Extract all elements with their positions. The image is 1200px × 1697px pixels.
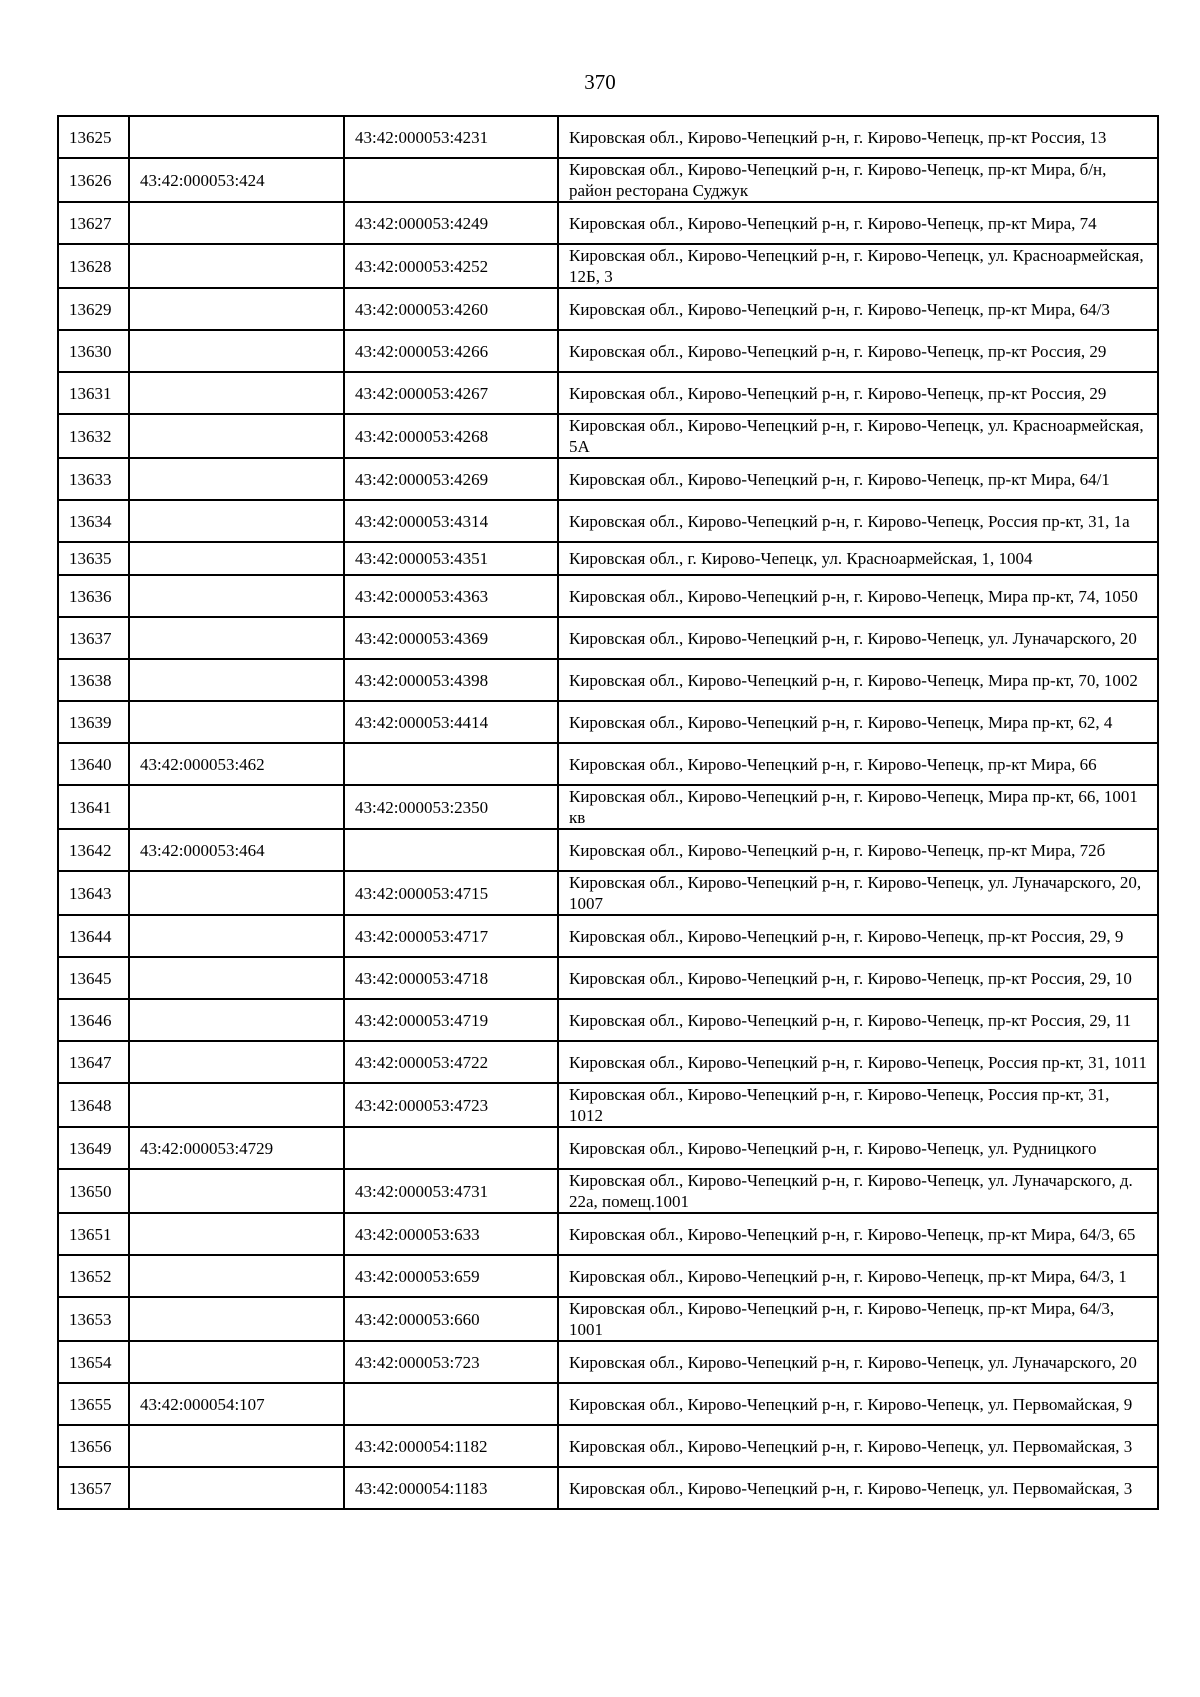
cadastral-number-cell xyxy=(129,999,344,1041)
table-row xyxy=(58,1341,1158,1383)
address-cell: Кировская обл., Кирово-Чепецкий р-н, г. Кирово-Чепецк, ул. Первомайская, 3 xyxy=(558,1467,1158,1509)
building-cadastral-number-cell: 43:42:000053:4723 xyxy=(344,1083,558,1127)
row-number-cell: 13633 xyxy=(58,458,129,500)
cadastral-number-cell xyxy=(129,915,344,957)
address-cell: Кировская обл., Кирово-Чепецкий р-н, г. Кирово-Чепецк, пр-кт Россия, 29, 9 xyxy=(558,915,1158,957)
cadastral-number-cell: 43:42:000053:464 xyxy=(129,829,344,871)
row-number-cell: 13640 xyxy=(58,743,129,785)
building-cadastral-number-cell: 43:42:000053:4398 xyxy=(344,659,558,701)
row-number-cell: 13655 xyxy=(58,1383,129,1425)
address-cell: Кировская обл., Кирово-Чепецкий р-н, г. Кирово-Чепецк, ул. Рудницкого xyxy=(558,1127,1158,1169)
building-cadastral-number-cell: 43:42:000053:4268 xyxy=(344,414,558,458)
address-cell: Кировская обл., Кирово-Чепецкий р-н, г. Кирово-Чепецк, пр-кт Мира, 64/3 xyxy=(558,288,1158,330)
table-row xyxy=(58,1297,1158,1341)
table-row xyxy=(58,116,1158,158)
cadastral-number-cell xyxy=(129,1213,344,1255)
cadastral-number-cell xyxy=(129,414,344,458)
cadastral-number-cell xyxy=(129,458,344,500)
table-row xyxy=(58,915,1158,957)
row-number-cell: 13648 xyxy=(58,1083,129,1127)
building-cadastral-number-cell: 43:42:000053:4231 xyxy=(344,116,558,158)
table-row xyxy=(58,1127,1158,1169)
row-number-cell: 13645 xyxy=(58,957,129,999)
building-cadastral-number-cell: 43:42:000053:659 xyxy=(344,1255,558,1297)
cadastral-number-cell xyxy=(129,1297,344,1341)
cadastral-number-cell xyxy=(129,1041,344,1083)
registry-table xyxy=(57,115,1159,1510)
table-row xyxy=(58,542,1158,575)
table-row xyxy=(58,701,1158,743)
table-row xyxy=(58,1213,1158,1255)
building-cadastral-number-cell: 43:42:000053:2350 xyxy=(344,785,558,829)
table-row xyxy=(58,414,1158,458)
row-number-cell: 13627 xyxy=(58,202,129,244)
building-cadastral-number-cell: 43:42:000053:4731 xyxy=(344,1169,558,1213)
table-row xyxy=(58,575,1158,617)
cadastral-number-cell xyxy=(129,785,344,829)
building-cadastral-number-cell: 43:42:000053:633 xyxy=(344,1213,558,1255)
building-cadastral-number-cell: 43:42:000053:4314 xyxy=(344,500,558,542)
address-cell: Кировская обл., Кирово-Чепецкий р-н, г. Кирово-Чепецк, пр-кт Мира, 64/3, 1001 xyxy=(558,1297,1158,1341)
building-cadastral-number-cell: 43:42:000053:4369 xyxy=(344,617,558,659)
address-cell: Кировская обл., Кирово-Чепецкий р-н, г. Кирово-Чепецк, пр-кт Россия, 13 xyxy=(558,116,1158,158)
table-row xyxy=(58,1083,1158,1127)
cadastral-number-cell xyxy=(129,1083,344,1127)
building-cadastral-number-cell: 43:42:000053:4363 xyxy=(344,575,558,617)
address-cell: Кировская обл., Кирово-Чепецкий р-н, г. Кирово-Чепецк, ул. Луначарского, 20, 1007 xyxy=(558,871,1158,915)
building-cadastral-number-cell: 43:42:000053:4715 xyxy=(344,871,558,915)
cadastral-number-cell xyxy=(129,330,344,372)
row-number-cell: 13647 xyxy=(58,1041,129,1083)
cadastral-number-cell xyxy=(129,871,344,915)
address-cell: Кировская обл., Кирово-Чепецкий р-н, г. Кирово-Чепецк, Мира пр-кт, 66, 1001 кв xyxy=(558,785,1158,829)
cadastral-number-cell xyxy=(129,116,344,158)
cadastral-number-cell xyxy=(129,288,344,330)
row-number-cell: 13657 xyxy=(58,1467,129,1509)
row-number-cell: 13632 xyxy=(58,414,129,458)
table-row xyxy=(58,500,1158,542)
table-row xyxy=(58,1467,1158,1509)
address-cell: Кировская обл., Кирово-Чепецкий р-н, г. Кирово-Чепецк, пр-кт Мира, б/н, район ресторана Суджук xyxy=(558,158,1158,202)
building-cadastral-number-cell: 43:42:000053:4252 xyxy=(344,244,558,288)
cadastral-number-cell xyxy=(129,1467,344,1509)
table-row xyxy=(58,158,1158,202)
cadastral-number-cell xyxy=(129,701,344,743)
address-cell: Кировская обл., Кирово-Чепецкий р-н, г. Кирово-Чепецк, пр-кт Мира, 64/3, 1 xyxy=(558,1255,1158,1297)
row-number-cell: 13636 xyxy=(58,575,129,617)
row-number-cell: 13656 xyxy=(58,1425,129,1467)
row-number-cell: 13650 xyxy=(58,1169,129,1213)
row-number-cell: 13631 xyxy=(58,372,129,414)
building-cadastral-number-cell: 43:42:000053:4269 xyxy=(344,458,558,500)
table-row xyxy=(58,871,1158,915)
table-row xyxy=(58,957,1158,999)
address-cell: Кировская обл., Кирово-Чепецкий р-н, г. Кирово-Чепецк, пр-кт Россия, 29, 10 xyxy=(558,957,1158,999)
table-row xyxy=(58,1255,1158,1297)
table-row xyxy=(58,202,1158,244)
row-number-cell: 13628 xyxy=(58,244,129,288)
building-cadastral-number-cell: 43:42:000054:1182 xyxy=(344,1425,558,1467)
address-cell: Кировская обл., Кирово-Чепецкий р-н, г. Кирово-Чепецк, ул. Красноармейская, 5А xyxy=(558,414,1158,458)
table-row xyxy=(58,829,1158,871)
cadastral-number-cell: 43:42:000053:4729 xyxy=(129,1127,344,1169)
cadastral-number-cell: 43:42:000053:424 xyxy=(129,158,344,202)
address-cell: Кировская обл., Кирово-Чепецкий р-н, г. Кирово-Чепецк, ул. Красноармейская, 12Б, 3 xyxy=(558,244,1158,288)
cadastral-number-cell xyxy=(129,1425,344,1467)
table-row xyxy=(58,288,1158,330)
row-number-cell: 13634 xyxy=(58,500,129,542)
building-cadastral-number-cell: 43:42:000053:4718 xyxy=(344,957,558,999)
address-cell: Кировская обл., Кирово-Чепецкий р-н, г. Кирово-Чепецк, пр-кт Мира, 64/1 xyxy=(558,458,1158,500)
cadastral-number-cell: 43:42:000054:107 xyxy=(129,1383,344,1425)
cadastral-number-cell xyxy=(129,1341,344,1383)
cadastral-number-cell: 43:42:000053:462 xyxy=(129,743,344,785)
table-row xyxy=(58,1169,1158,1213)
cadastral-number-cell xyxy=(129,957,344,999)
address-cell: Кировская обл., Кирово-Чепецкий р-н, г. Кирово-Чепецк, Россия пр-кт, 31, 1011 xyxy=(558,1041,1158,1083)
building-cadastral-number-cell: 43:42:000053:4266 xyxy=(344,330,558,372)
building-cadastral-number-cell xyxy=(344,743,558,785)
table-row xyxy=(58,999,1158,1041)
page-number: 370 xyxy=(584,70,616,94)
building-cadastral-number-cell: 43:42:000053:4249 xyxy=(344,202,558,244)
address-cell: Кировская обл., Кирово-Чепецкий р-н, г. Кирово-Чепецк, Россия пр-кт, 31, 1012 xyxy=(558,1083,1158,1127)
cadastral-number-cell xyxy=(129,659,344,701)
table-row xyxy=(58,458,1158,500)
address-cell: Кировская обл., Кирово-Чепецкий р-н, г. Кирово-Чепецк, ул. Первомайская, 3 xyxy=(558,1425,1158,1467)
building-cadastral-number-cell xyxy=(344,1127,558,1169)
row-number-cell: 13637 xyxy=(58,617,129,659)
building-cadastral-number-cell xyxy=(344,1383,558,1425)
cadastral-number-cell xyxy=(129,1169,344,1213)
row-number-cell: 13654 xyxy=(58,1341,129,1383)
row-number-cell: 13642 xyxy=(58,829,129,871)
building-cadastral-number-cell: 43:42:000053:4267 xyxy=(344,372,558,414)
cadastral-number-cell xyxy=(129,1255,344,1297)
cadastral-number-cell xyxy=(129,575,344,617)
table-row xyxy=(58,1383,1158,1425)
building-cadastral-number-cell xyxy=(344,158,558,202)
address-cell: Кировская обл., Кирово-Чепецкий р-н, г. Кирово-Чепецк, пр-кт Мира, 74 xyxy=(558,202,1158,244)
address-cell: Кировская обл., Кирово-Чепецкий р-н, г. Кирово-Чепецк, пр-кт Россия, 29, 11 xyxy=(558,999,1158,1041)
row-number-cell: 13644 xyxy=(58,915,129,957)
row-number-cell: 13646 xyxy=(58,999,129,1041)
cadastral-number-cell xyxy=(129,500,344,542)
row-number-cell: 13630 xyxy=(58,330,129,372)
building-cadastral-number-cell: 43:42:000053:723 xyxy=(344,1341,558,1383)
table-row xyxy=(58,330,1158,372)
address-cell: Кировская обл., Кирово-Чепецкий р-н, г. Кирово-Чепецк, Мира пр-кт, 70, 1002 xyxy=(558,659,1158,701)
cadastral-number-cell xyxy=(129,372,344,414)
building-cadastral-number-cell: 43:42:000053:4719 xyxy=(344,999,558,1041)
address-cell: Кировская обл., Кирово-Чепецкий р-н, г. Кирово-Чепецк, ул. Луначарского, 20 xyxy=(558,617,1158,659)
row-number-cell: 13638 xyxy=(58,659,129,701)
row-number-cell: 13643 xyxy=(58,871,129,915)
table-row xyxy=(58,617,1158,659)
building-cadastral-number-cell: 43:42:000053:4717 xyxy=(344,915,558,957)
row-number-cell: 13635 xyxy=(58,542,129,575)
table-row xyxy=(58,1425,1158,1467)
cadastral-number-cell xyxy=(129,244,344,288)
building-cadastral-number-cell: 43:42:000053:660 xyxy=(344,1297,558,1341)
building-cadastral-number-cell: 43:42:000053:4414 xyxy=(344,701,558,743)
table-row xyxy=(58,659,1158,701)
row-number-cell: 13649 xyxy=(58,1127,129,1169)
address-cell: Кировская обл., г. Кирово-Чепецк, ул. Красноармейская, 1, 1004 xyxy=(558,542,1158,575)
address-cell: Кировская обл., Кирово-Чепецкий р-н, г. Кирово-Чепецк, пр-кт Россия, 29 xyxy=(558,372,1158,414)
address-cell: Кировская обл., Кирово-Чепецкий р-н, г. Кирово-Чепецк, Россия пр-кт, 31, 1а xyxy=(558,500,1158,542)
table-row xyxy=(58,1041,1158,1083)
cadastral-number-cell xyxy=(129,617,344,659)
cadastral-number-cell xyxy=(129,542,344,575)
address-cell: Кировская обл., Кирово-Чепецкий р-н, г. Кирово-Чепецк, пр-кт Мира, 66 xyxy=(558,743,1158,785)
cadastral-number-cell xyxy=(129,202,344,244)
address-cell: Кировская обл., Кирово-Чепецкий р-н, г. Кирово-Чепецк, Мира пр-кт, 62, 4 xyxy=(558,701,1158,743)
building-cadastral-number-cell: 43:42:000053:4722 xyxy=(344,1041,558,1083)
table-row xyxy=(58,785,1158,829)
building-cadastral-number-cell: 43:42:000053:4260 xyxy=(344,288,558,330)
row-number-cell: 13652 xyxy=(58,1255,129,1297)
row-number-cell: 13626 xyxy=(58,158,129,202)
row-number-cell: 13653 xyxy=(58,1297,129,1341)
row-number-cell: 13629 xyxy=(58,288,129,330)
row-number-cell: 13651 xyxy=(58,1213,129,1255)
building-cadastral-number-cell: 43:42:000053:4351 xyxy=(344,542,558,575)
building-cadastral-number-cell: 43:42:000054:1183 xyxy=(344,1467,558,1509)
address-cell: Кировская обл., Кирово-Чепецкий р-н, г. Кирово-Чепецк, ул. Луначарского, 20 xyxy=(558,1341,1158,1383)
address-cell: Кировская обл., Кирово-Чепецкий р-н, г. Кирово-Чепецк, Мира пр-кт, 74, 1050 xyxy=(558,575,1158,617)
table-row xyxy=(58,743,1158,785)
address-cell: Кировская обл., Кирово-Чепецкий р-н, г. Кирово-Чепецк, пр-кт Россия, 29 xyxy=(558,330,1158,372)
table-row xyxy=(58,372,1158,414)
table-row xyxy=(58,244,1158,288)
row-number-cell: 13625 xyxy=(58,116,129,158)
address-cell: Кировская обл., Кирово-Чепецкий р-н, г. Кирово-Чепецк, ул. Луначарского, д. 22а, помещ.1001 xyxy=(558,1169,1158,1213)
building-cadastral-number-cell xyxy=(344,829,558,871)
registry-table-body xyxy=(58,116,1158,1509)
address-cell: Кировская обл., Кирово-Чепецкий р-н, г. Кирово-Чепецк, пр-кт Мира, 64/3, 65 xyxy=(558,1213,1158,1255)
address-cell: Кировская обл., Кирово-Чепецкий р-н, г. Кирово-Чепецк, ул. Первомайская, 9 xyxy=(558,1383,1158,1425)
row-number-cell: 13641 xyxy=(58,785,129,829)
row-number-cell: 13639 xyxy=(58,701,129,743)
address-cell: Кировская обл., Кирово-Чепецкий р-н, г. Кирово-Чепецк, пр-кт Мира, 72б xyxy=(558,829,1158,871)
